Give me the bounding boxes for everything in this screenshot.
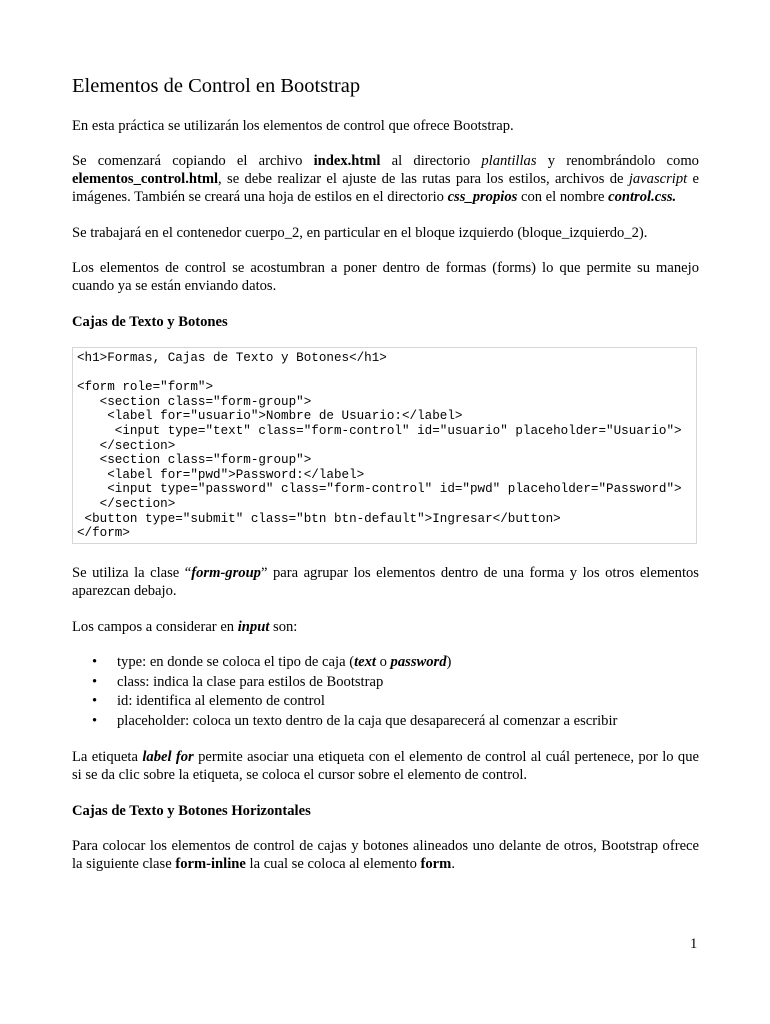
container-paragraph: Se trabajará en el contenedor cuerpo_2, en particular en el bloque izquierdo (bloque_izquierdo_2).: [72, 225, 648, 241]
filename-elementos-control: elementos_control.html: [72, 171, 219, 188]
term-input: input: [237, 619, 270, 635]
page-title: Elementos de Control en Bootstrap: [72, 75, 361, 97]
bullet-icon: •: [92, 673, 98, 690]
filename-control-css: control.css.: [608, 189, 677, 206]
label-for-paragraph: La etiqueta label for permite asociar una etiqueta con el elemento de control al cuál pertenece, por lo que si se da clic sobre la etiqueta, se coloca el cursor sobre el elemento de control.: [72, 749, 700, 784]
copy-instructions-paragraph: Se comenzará copiando el archivo index.html al directorio plantillas y renombrándolo como elementos_control.html, se debe realizar el ajuste de las rutas para los estilos, archivos de javascript e imágenes. También se creará una hoja de estilos en el directorio css_propios con el nombre control.css.: [72, 153, 699, 206]
dir-plantillas: plantillas: [481, 153, 537, 169]
bullet-icon: •: [92, 654, 98, 670]
list-item-class: • class: indica la clase para estilos de Bootstrap: [92, 673, 384, 690]
term-form-inline: form-inline: [175, 856, 246, 873]
bullet-icon: •: [92, 693, 98, 709]
form-group-paragraph: Se utiliza la clase “form-group” para agrupar los elementos dentro de una forma y los otros elementos aparezcan debajo.: [72, 565, 699, 600]
bullet-icon: •: [92, 712, 98, 729]
page-number: 1: [690, 936, 698, 952]
term-form-group: form-group: [191, 565, 261, 581]
input-attributes-list: [72, 653, 699, 731]
code-content: <h1>Formas, Cajas de Texto y Botones</h1> <form role="form"> <section class="form-group"> <label for="usuario">Nombre de Usuario:</label> <input type="text" class="form-control" id="usuario" placeholder="Usuario"> </section> <section class="form-group"> <label for="pwd">Password:</label> <input type="password" class="form-control" id="pwd" placeholder="Password"> </section> <button type="submit" class="btn btn-default">Ingresar</button> </form>: [77, 351, 682, 541]
forms-paragraph: Los elementos de control se acostumbran a poner dentro de formas (forms) lo que permite su manejo cuando ya se están enviando datos.: [72, 260, 699, 295]
input-fields-paragraph: Los campos a considerar en input son:: [72, 619, 298, 635]
code-block: [72, 347, 697, 544]
section-heading-text-boxes: Cajas de Texto y Botones: [72, 314, 228, 330]
term-javascript: javascript: [628, 171, 688, 188]
list-item-placeholder: • placeholder: coloca un texto dentro de la caja que desaparecerá al comenzar a escribir: [92, 712, 618, 729]
dir-css-propios: css_propios: [447, 189, 518, 206]
term-label-for: label for: [142, 749, 194, 765]
list-item-type: • type: en donde se coloca el tipo de caja (text o password): [92, 654, 452, 670]
term-form: form: [420, 856, 452, 873]
intro-paragraph: En esta práctica se utilizarán los elementos de control que ofrece Bootstrap.: [72, 118, 514, 134]
filename-index: index.html: [313, 153, 381, 169]
section-heading-horizontal: Cajas de Texto y Botones Horizontales: [72, 803, 311, 819]
list-item-id: • id: identifica al elemento de control: [92, 693, 325, 709]
form-inline-paragraph: Para colocar los elementos de control de cajas y botones alineados uno delante de otros, Bootstrap ofrece la siguiente clase form-inline la cual se coloca al elemento form.: [72, 838, 699, 873]
